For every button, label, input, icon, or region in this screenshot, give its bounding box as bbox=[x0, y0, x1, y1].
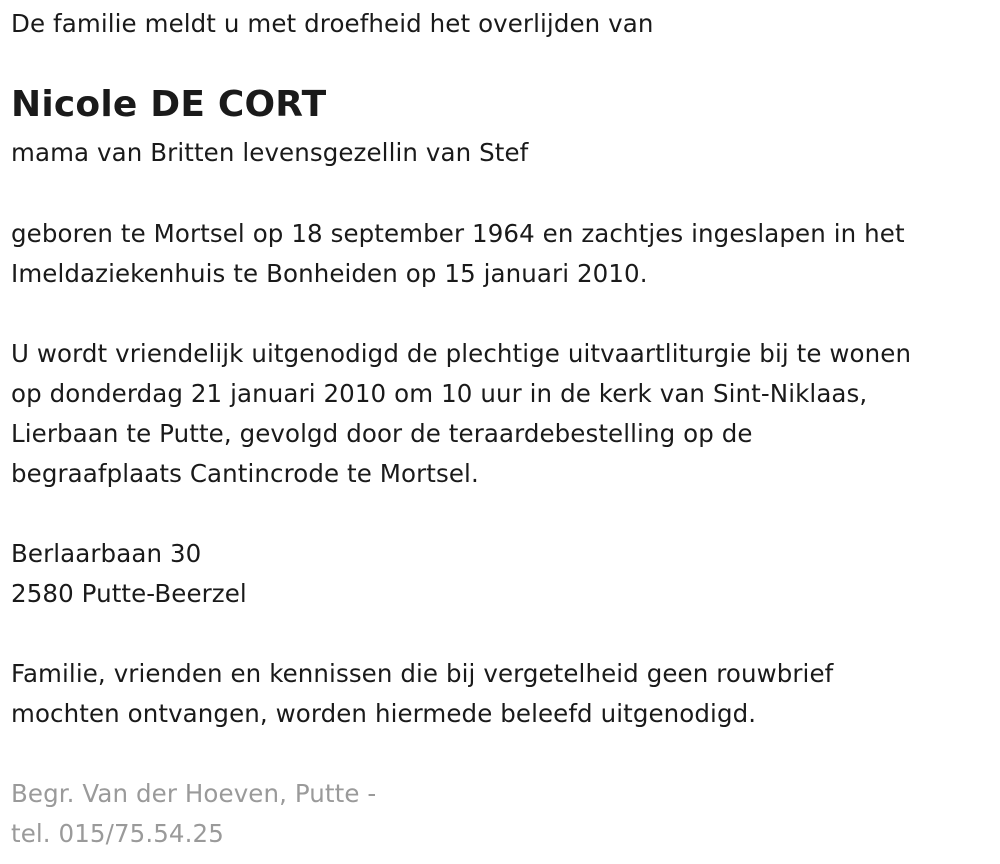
address-city: 2580 Putte-Beerzel bbox=[11, 579, 247, 608]
undertaker-info bbox=[11, 774, 376, 854]
birth-line: Imeldaziekenhuis te Bonheiden op 15 januari 2010. bbox=[11, 259, 648, 288]
birth-line: geboren te Mortsel op 18 september 1964 en zachtjes ingeslapen in het bbox=[11, 219, 905, 248]
undertaker-phone: tel. 015/75.54.25 bbox=[11, 819, 224, 848]
service-line: op donderdag 21 januari 2010 om 10 uur in de kerk van Sint-Niklaas, bbox=[11, 379, 868, 408]
deceased-name: Nicole DE CORT bbox=[11, 84, 327, 125]
relation-text: mama van Britten levensgezellin van Stef bbox=[11, 138, 529, 167]
invite-paragraph bbox=[11, 654, 833, 734]
service-line: begraafplaats Cantincrode te Mortsel. bbox=[11, 459, 479, 488]
undertaker-name: Begr. Van der Hoeven, Putte - bbox=[11, 779, 377, 808]
invite-line: mochten ontvangen, worden hiermede beleefd uitgenodigd. bbox=[11, 699, 757, 728]
invite-line: Familie, vrienden en kennissen die bij vergetelheid geen rouwbrief bbox=[11, 659, 834, 688]
address-street: Berlaarbaan 30 bbox=[11, 539, 202, 568]
service-line: U wordt vriendelijk uitgenodigd de plechtige uitvaartliturgie bij te wonen bbox=[11, 339, 912, 368]
address-block bbox=[11, 534, 247, 614]
service-line: Lierbaan te Putte, gevolgd door de teraardebestelling op de bbox=[11, 419, 753, 448]
birth-paragraph bbox=[11, 214, 905, 294]
service-paragraph bbox=[11, 334, 911, 494]
intro-text: De familie meldt u met droefheid het overlijden van bbox=[11, 9, 654, 38]
